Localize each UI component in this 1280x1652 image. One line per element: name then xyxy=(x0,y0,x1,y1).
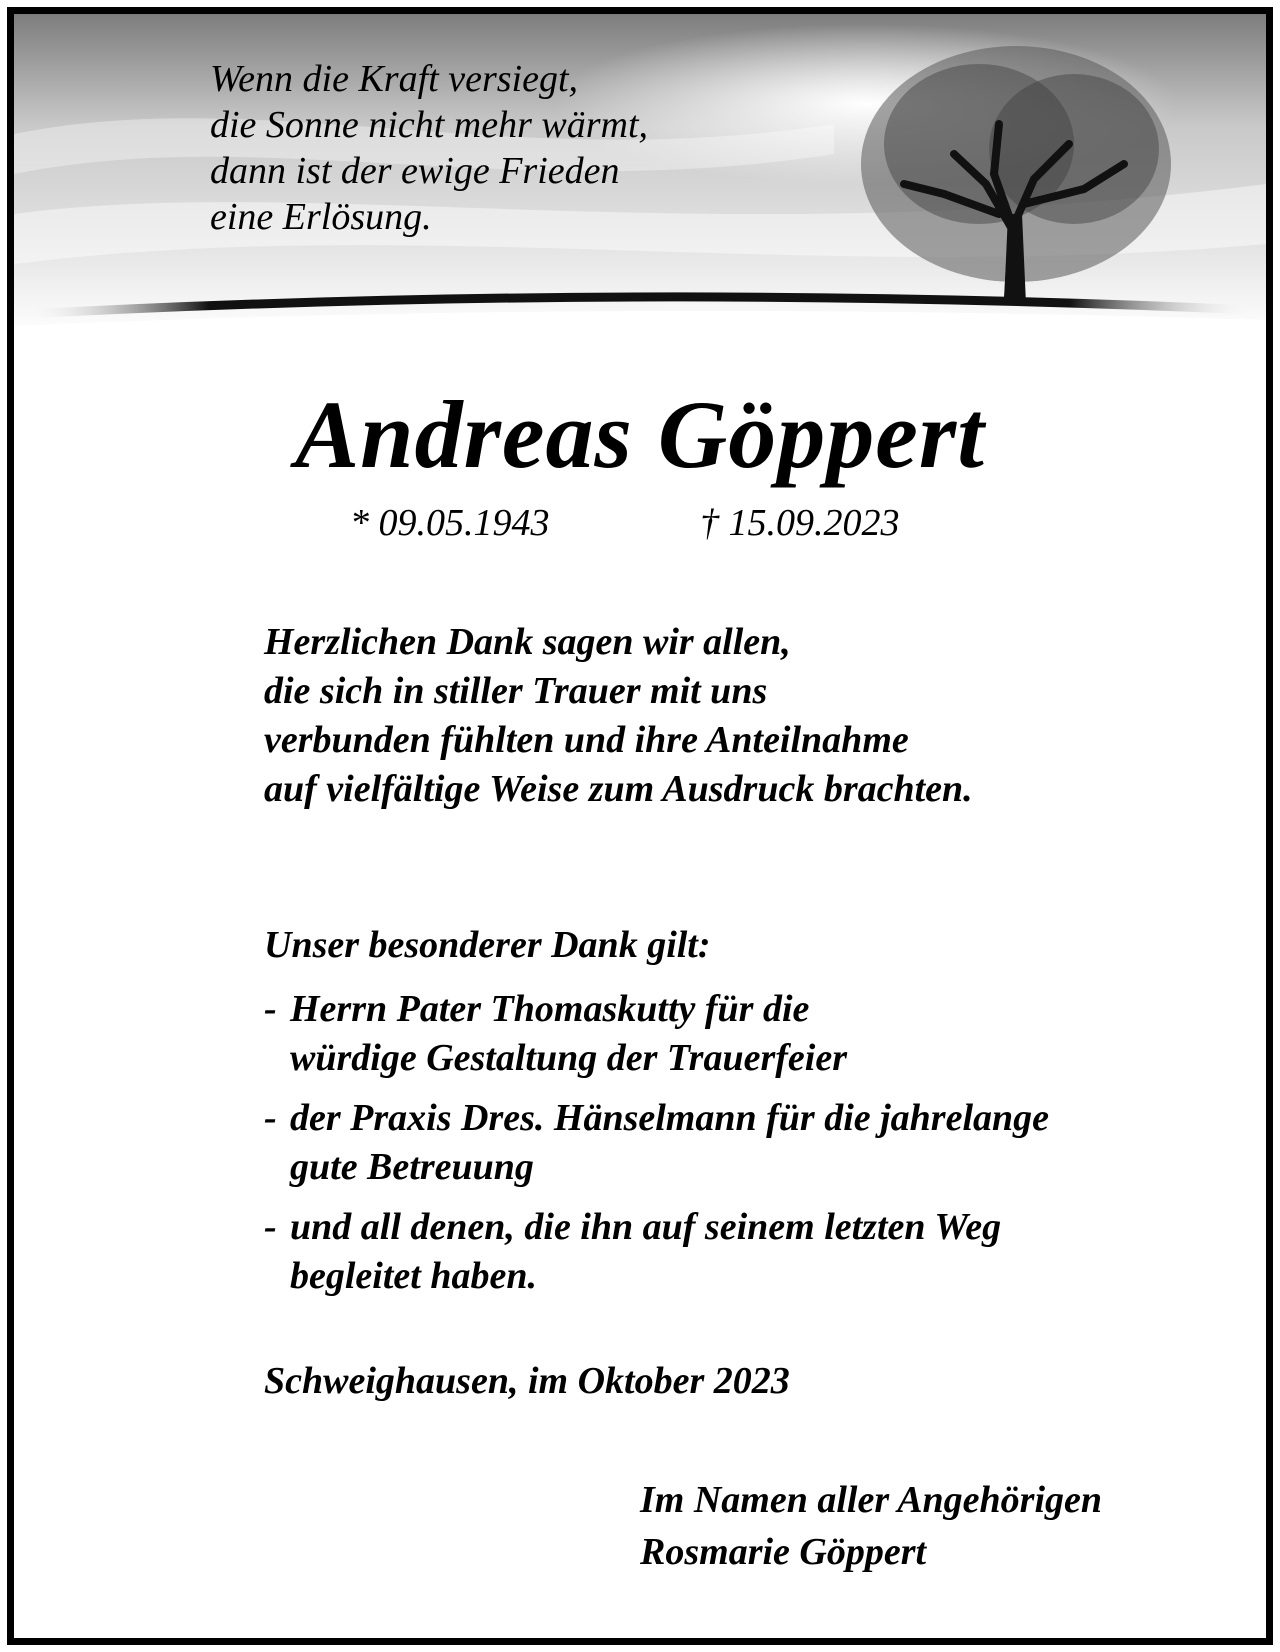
signature-line: Rosmarie Göppert xyxy=(640,1531,927,1573)
thanks-line: auf vielfältige Weise zum Ausdruck brachten. xyxy=(264,768,973,810)
list-item-line: - und all denen, die ihn auf seinem letzten Weg xyxy=(290,1206,1002,1248)
signature-line: Im Namen aller Angehörigen xyxy=(640,1479,1103,1521)
list-item-line: - der Praxis Dres. Hänselmann für die jahrelange xyxy=(290,1097,1050,1139)
death-date: † 15.09.2023 xyxy=(700,502,900,544)
verse-line: Wenn die Kraft versiegt, xyxy=(210,58,578,100)
birth-date: * 09.05.1943 xyxy=(350,502,550,544)
list-item xyxy=(264,985,1049,1083)
signature-block xyxy=(640,1474,1102,1578)
verse-line: dann ist der ewige Frieden xyxy=(210,150,620,192)
header-banner xyxy=(14,14,1266,336)
thanks-line: Herzlichen Dank sagen wir allen, xyxy=(264,621,791,663)
memorial-verse xyxy=(210,56,648,240)
list-item-line: begleitet haben. xyxy=(290,1255,537,1297)
thanks-line: verbunden fühlten und ihre Anteilnahme xyxy=(264,719,909,761)
verse-line: die Sonne nicht mehr wärmt, xyxy=(210,104,649,146)
special-thanks-list xyxy=(264,985,1049,1312)
list-item-line: gute Betreuung xyxy=(290,1146,534,1188)
thanks-line: die sich in stiller Trauer mit uns xyxy=(264,670,768,712)
list-item-line: - Herrn Pater Thomaskutty für die xyxy=(290,988,810,1030)
special-thanks-heading: Unser besonderer Dank gilt: xyxy=(264,924,711,966)
deceased-name: Andreas Göppert xyxy=(295,381,985,488)
list-item-line: würdige Gestaltung der Trauerfeier xyxy=(290,1037,847,1079)
list-item xyxy=(264,1203,1049,1301)
thanks-paragraph xyxy=(264,618,973,814)
place-and-date: Schweighausen, im Oktober 2023 xyxy=(264,1360,790,1402)
verse-line: eine Erlösung. xyxy=(210,196,432,238)
list-item xyxy=(264,1094,1049,1192)
